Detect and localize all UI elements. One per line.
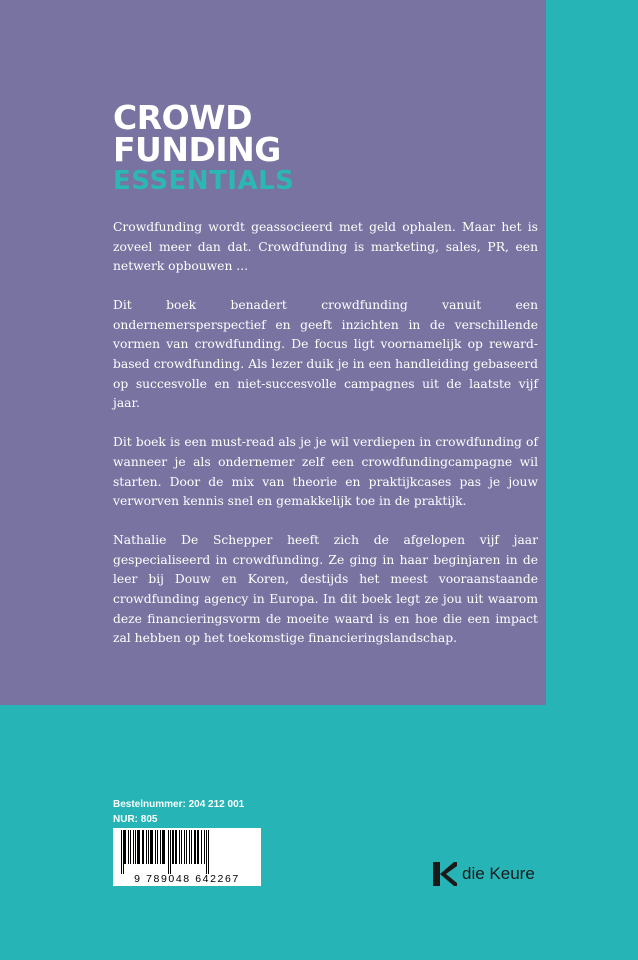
- barcode-bars: [113, 828, 261, 874]
- title-line-1: CROWD: [113, 98, 252, 137]
- nur-code: NUR: 805: [113, 814, 158, 825]
- barcode-bar: [142, 830, 144, 864]
- barcode-bar: [194, 830, 196, 864]
- barcode-bar: [130, 830, 131, 864]
- isbn-barcode: [113, 828, 261, 886]
- blurb-paragraph-3: Dit boek is een must-read als je je wil verdiepen in crowdfunding of wanneer je als ondernemer zelf een crowdfundingcampagne wil starten. Door de mix van theorie en praktijkcases pas je jouw verworven kennis snel en gemakkelijk toe in de praktijk.: [113, 435, 538, 509]
- barcode-bar: [172, 830, 174, 864]
- barcode-bar: [133, 830, 134, 864]
- barcode-bar: [197, 830, 199, 864]
- barcode-bar: [179, 830, 180, 864]
- barcode-bar: [201, 830, 202, 864]
- barcode-bar: [206, 830, 207, 874]
- barcode-bar: [123, 830, 124, 874]
- barcode-bar: [146, 830, 147, 864]
- blurb: [113, 218, 538, 668]
- barcode-bar: [160, 830, 161, 864]
- barcode-bar: [184, 830, 185, 864]
- barcode-bar: [168, 830, 169, 874]
- book-meta: [113, 797, 244, 827]
- barcode-bar: [150, 830, 153, 864]
- barcode-bar: [204, 830, 205, 864]
- barcode-bar: [137, 830, 140, 864]
- barcode-bar: [155, 830, 156, 864]
- barcode-bar: [181, 830, 182, 864]
- barcode-bar: [186, 830, 187, 864]
- barcode-bar: [121, 830, 122, 874]
- publisher-name: die Keure: [462, 864, 535, 883]
- die-keure-k-icon: [432, 861, 458, 887]
- blurb-paragraph-4: Nathalie De Schepper heeft zich de afgelopen vijf jaar gespecialiseerd in crowdfunding. Ze ging in haar beginjaren in de leer bij Douw en Koren, destijds het meest vooraanstaande crowdfunding agency in Europa. In dit boek legt ze jou uit waarom deze financieringsvorm de moeite waard is en hoe die een impact zal hebben op het toekomstige financieringslandschap.: [113, 533, 538, 646]
- title-line-2: FUNDING: [113, 130, 281, 169]
- barcode-bar: [191, 830, 192, 864]
- barcode-bar: [170, 830, 171, 874]
- publisher-logo: [432, 861, 535, 887]
- blurb-paragraph-2: Dit boek benadert crowdfunding vanuit een ondernemersperspectief en geeft inzichten in de verschillende vormen van crowdfunding. De focus ligt voornamelijk op reward-based crowdfunding. Als lezer duik je in een handleiding gebaseerd op succesvolle en niet-succesvolle campagnes uit de laatste vijf jaar.: [113, 298, 538, 411]
- barcode-bar: [128, 830, 129, 864]
- isbn-number: 9 789048 642267: [134, 873, 240, 885]
- barcode-bar: [162, 830, 165, 864]
- blurb-paragraph-1: Crowdfunding wordt geassocieerd met geld ophalen. Maar het is zoveel meer dan dat. Crowdfunding is marketing, sales, PR, een netwerk opbouwen ...: [113, 220, 538, 274]
- barcode-bar: [175, 830, 177, 864]
- barcode-bar: [124, 830, 126, 864]
- order-number: Bestelnummer: 204 212 001: [113, 799, 245, 810]
- barcode-bar: [208, 830, 209, 874]
- title-line-3: ESSENTIALS: [113, 166, 295, 196]
- barcode-bar: [148, 830, 149, 864]
- barcode-bar: [157, 830, 158, 864]
- barcode-bar: [189, 830, 190, 864]
- book-title: [113, 98, 295, 196]
- barcode-bar: [135, 830, 136, 864]
